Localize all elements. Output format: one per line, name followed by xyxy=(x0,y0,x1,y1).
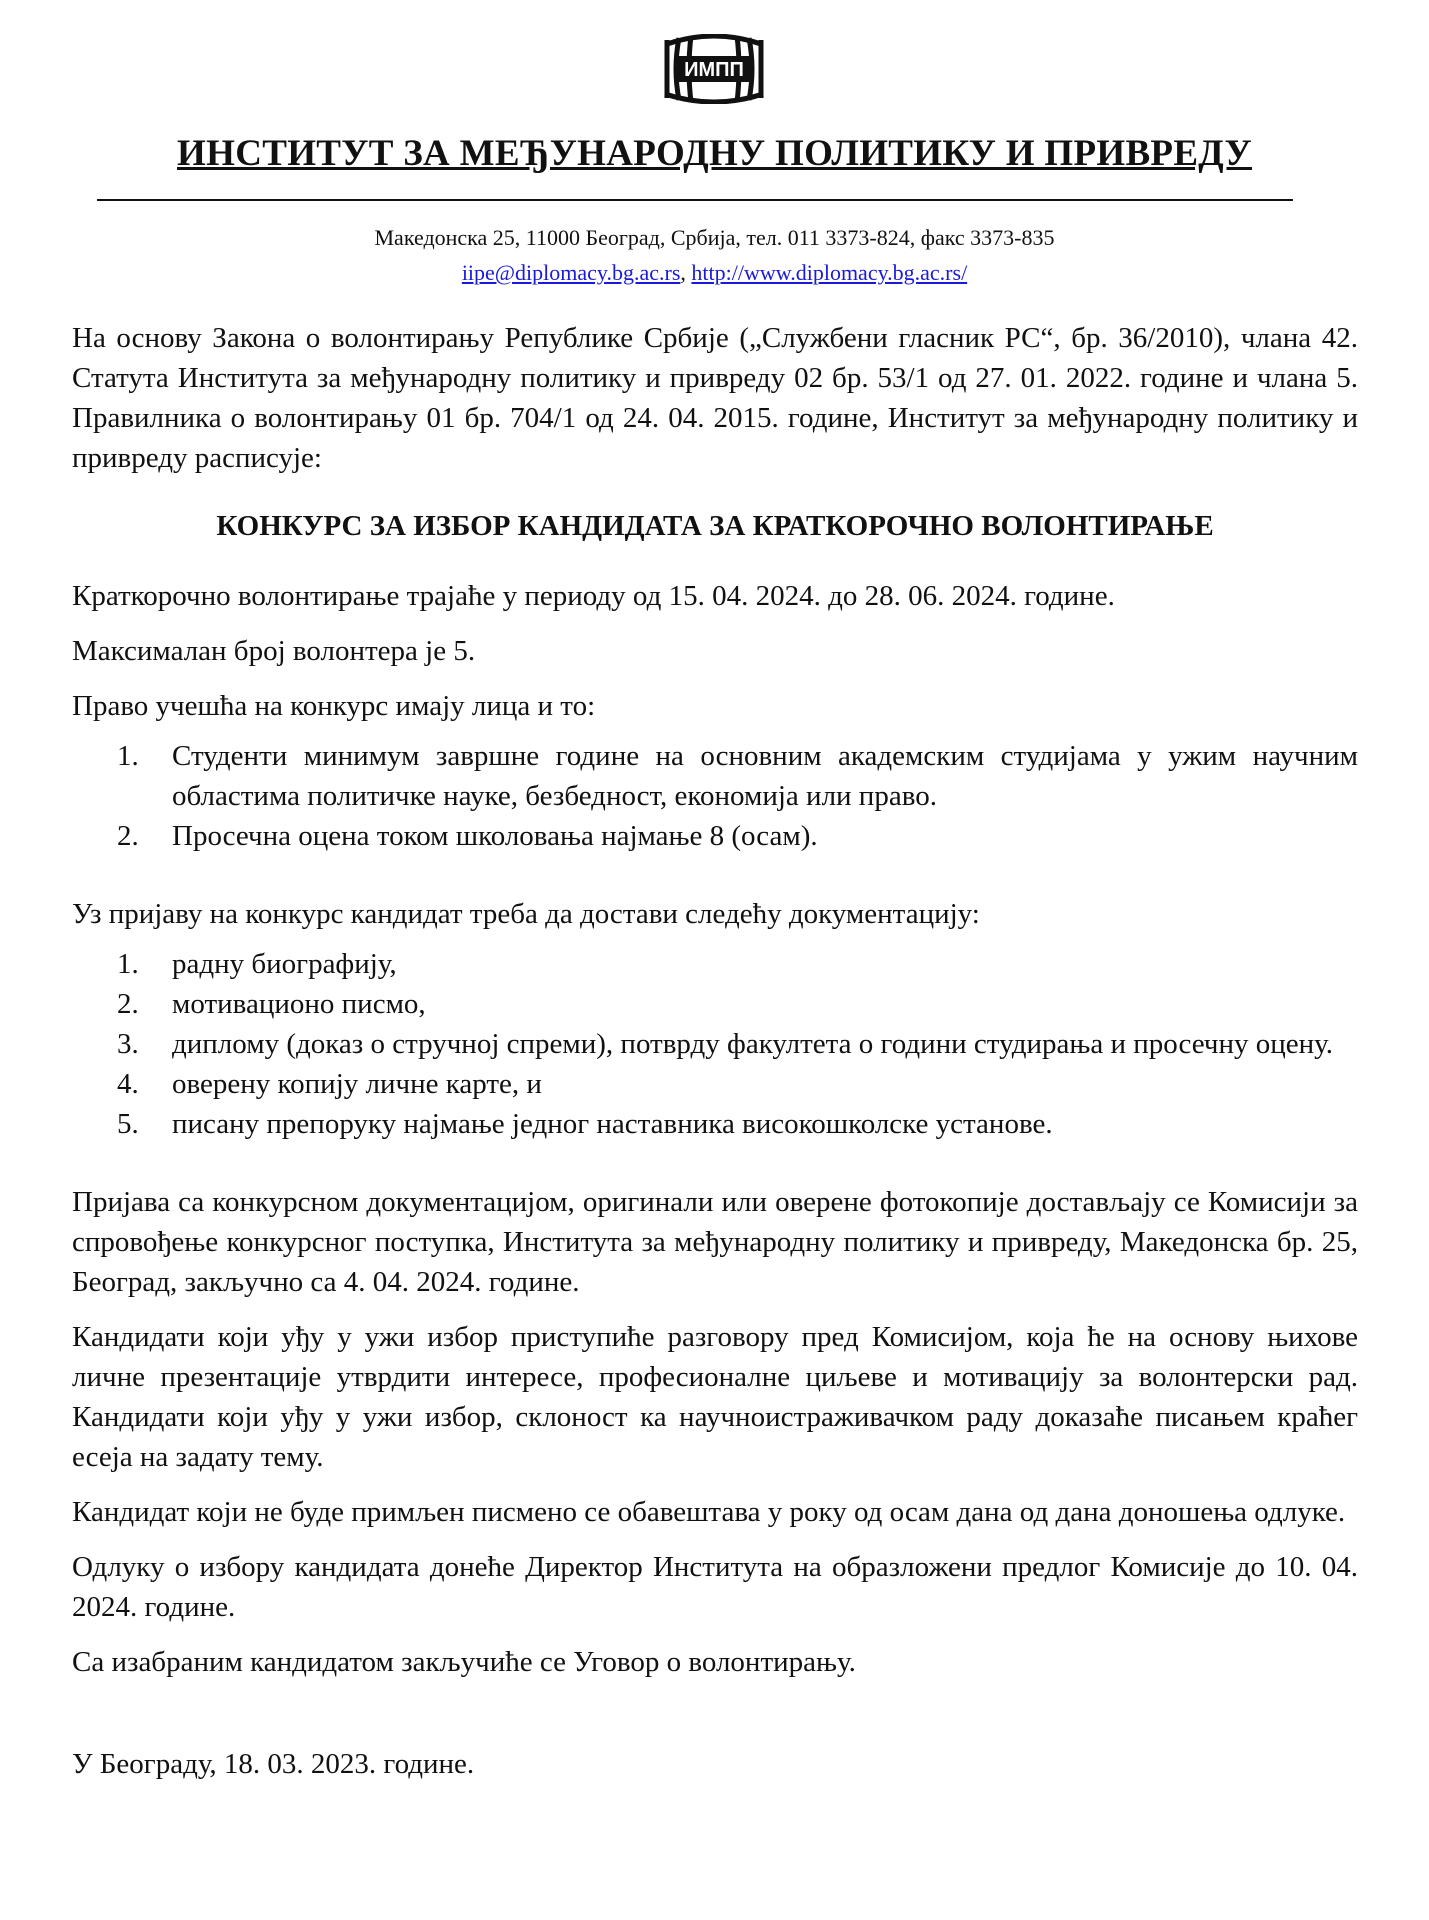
list-text: писану препоруку најмање једног наставника високошколске установе. xyxy=(172,1108,1053,1140)
documents-intro: Уз пријаву на конкурс кандидат треба да достави следећу документацију: xyxy=(72,898,980,930)
logo-text: ИМПП xyxy=(684,59,744,81)
list-text: мотивационо писмо, xyxy=(172,988,426,1020)
list-item xyxy=(72,1104,1358,1144)
competition-heading: КОНКУРС ЗА ИЗБОР КАНДИДАТА ЗА КРАТКОРОЧНО ВОЛОНТИРАЊЕ xyxy=(216,510,1214,542)
submission-paragraph: Пријава са конкурсном документацијом, оригинали или оверене фотокопије достављају се Комисији за спровођење конкурсног поступка, Института за међународну политику и привреду, Македонска бр. 25, Београд, закључно са 4. 04. 2024. године. xyxy=(72,1186,1358,1298)
eligibility-list xyxy=(72,736,1358,856)
decision-paragraph: Одлуку о избору кандидата донеће Директор Института на образложени предлог Комисије до 10. 04. 2024. године. xyxy=(72,1551,1358,1623)
list-text: радну биографију, xyxy=(172,948,397,980)
institute-logo xyxy=(661,34,767,104)
contact-links xyxy=(0,260,1429,286)
list-number: 3. xyxy=(117,1028,139,1060)
list-text: оверену копију личне карте, и xyxy=(172,1068,542,1100)
list-number: 5. xyxy=(117,1108,139,1140)
email-link[interactable]: iipe@diplomacy.bg.ac.rs xyxy=(461,260,681,285)
list-number: 2. xyxy=(117,988,139,1020)
document-body xyxy=(72,318,1358,1784)
contract-paragraph: Са изабраним кандидатом закључиће се Уговор о волонтирању. xyxy=(72,1646,856,1678)
list-number: 1. xyxy=(117,740,139,772)
list-number: 2. xyxy=(117,820,139,852)
list-item xyxy=(72,816,1358,856)
list-item xyxy=(72,736,1358,816)
max-volunteers-paragraph: Максималан број волонтера је 5. xyxy=(72,635,476,667)
rejection-paragraph: Кандидат који не буде примљен писмено се обавештава у року од осам дана од дана доношења одлуке. xyxy=(72,1496,1346,1528)
place-date: У Београду, 18. 03. 2023. године. xyxy=(72,1748,475,1780)
list-text: Просечна оцена током школовања најмање 8 (осам). xyxy=(172,820,818,852)
intro-paragraph: На основу Закона о волонтирању Републике Србије („Службени гласник РС“, бр. 36/2010), члана 42. Статута Института за међународну политику и привреду 02 бр. 53/1 од 27. 01. 2022. године и члана 5. Правилника о волонтирању 01 бр. 704/1 од 24. 04. 2015. године, Институт за међународну политику и привреду расписује: xyxy=(72,322,1358,474)
list-number: 4. xyxy=(117,1068,139,1100)
list-text: диплому (доказ о стручној спреми), потврду факултета о години студирања и просечну оцену. xyxy=(172,1028,1334,1060)
list-text: Студенти минимум завршне године на основним академским студијама у ужим научним областима политичке науке, безбедност, економија или право. xyxy=(172,740,1358,812)
list-number: 1. xyxy=(117,948,139,980)
duration-paragraph: Краткорочно волонтирање трајаће у периоду од 15. 04. 2024. до 28. 06. 2024. године. xyxy=(72,580,1115,612)
list-item xyxy=(72,1064,1358,1104)
institute-title: ИНСТИТУТ ЗА МЕЂУНАРОДНУ ПОЛИТИКУ И ПРИВРЕДУ xyxy=(177,133,1252,174)
list-item xyxy=(72,1024,1358,1064)
list-item xyxy=(72,984,1358,1024)
header-divider xyxy=(97,199,1293,201)
links-separator: , xyxy=(680,260,692,285)
eligibility-intro: Право учешћа на конкурс имају лица и то: xyxy=(72,690,596,722)
institute-address: Македонска 25, 11000 Београд, Србија, тел. 011 3373-824, факс 3373-835 xyxy=(374,225,1055,250)
interview-paragraph: Кандидати који уђу у ужи избор приступиће разговору пред Комисијом, која ће на основу њихове личне презентације утврдити интересе, професионалне циљеве и мотивацију за волонтерски рад. Кандидати који уђу у ужи избор, склоност ка научноистраживачком раду доказаће писањем краћег есеја на задату тему. xyxy=(72,1321,1358,1473)
list-item xyxy=(72,944,1358,984)
documents-list xyxy=(72,944,1358,1144)
website-link[interactable]: http://www.diplomacy.bg.ac.rs/ xyxy=(691,260,968,285)
